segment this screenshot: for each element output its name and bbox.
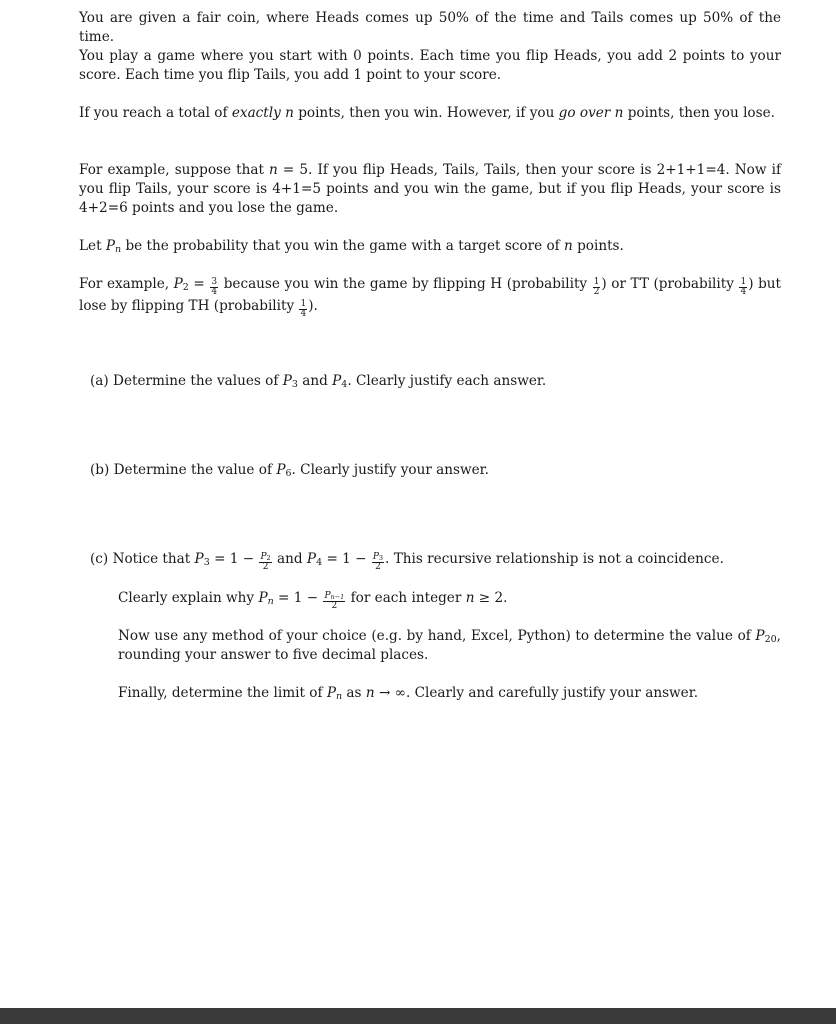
frac-num: 1 [300, 299, 307, 309]
part-c-sub-20: 20 [764, 634, 777, 645]
part-a-text-3: . Clearly justify each answer. [347, 373, 547, 389]
part-c-limit-text-3: → ∞. Clearly and carefully justify your answer. [378, 685, 699, 701]
win-text-1: If you reach a total of [79, 105, 228, 121]
fraction-quarter [739, 278, 747, 297]
part-c-notice-text-3: . This recursive relationship is not a coincidence. [385, 551, 724, 567]
fraction-P2-over-2 [259, 553, 271, 572]
example-text-2: = 5. If you flip Heads, Tails, Tails, then your score is 2+1+1=4. Now if you flip Tails, your score is 4+1=5 points and you win the game, but if you flip Heads, your score is 4+2=6 points and you lose the game. [79, 162, 781, 216]
frac-sub: 2 [266, 554, 271, 562]
part-c-P4: P [306, 551, 317, 567]
part-c-compute-text-2: , rounding your answer to five decimal places. [118, 628, 781, 663]
example2-paragraph [79, 275, 781, 319]
frac-P: P [260, 552, 267, 562]
fraction-half [593, 278, 601, 297]
definition-P: P [105, 238, 116, 254]
part-c-label: (c) [90, 551, 109, 567]
part-b-text-1: Determine the value of [113, 462, 272, 478]
win-go-over: go over [558, 105, 611, 121]
win-n-2: n [614, 105, 624, 121]
part-a-text-2: and [302, 373, 328, 389]
example-paragraph [79, 161, 781, 218]
frac-sub: 3 [378, 554, 384, 562]
frac-P: P [372, 552, 379, 562]
part-a-label: (a) [90, 373, 109, 389]
frac-P: P [324, 591, 331, 601]
intro-game-text: You play a game where you start with 0 points. Each time you flip Heads, you add 2 points to your score. Each time you flip Tails, you add 1 point to your score. [79, 48, 781, 83]
part-c-explain-text-1: Clearly explain why [118, 590, 255, 606]
fraction-P3-over-2 [372, 553, 384, 572]
part-c-explain-text-3: ≥ 2. [478, 590, 508, 606]
win-n-1: n [285, 105, 294, 121]
frac-den: 2 [331, 601, 338, 611]
part-c-limit-text-1: Finally, determine the limit of [118, 685, 323, 701]
example2-sub: 2 [182, 282, 189, 293]
part-c-sub-n: n [267, 596, 274, 607]
fraction-three-quarters [210, 278, 218, 297]
part-c-limit [118, 684, 698, 703]
part-a-text-1: Determine the values of [113, 373, 279, 389]
definition-n: n [564, 238, 573, 254]
part-c-limit-text-2: as [346, 685, 362, 701]
part-c-limit-Pn: P [326, 685, 336, 701]
part-b-sub-6: 6 [285, 468, 292, 479]
example2-eq: = [193, 276, 205, 292]
win-rule-paragraph [79, 104, 781, 123]
fraction-quarter-2 [299, 300, 307, 319]
part-c-P20: P [755, 628, 765, 644]
fraction-Pn-1-over-2 [323, 592, 345, 611]
part-c-eq-1: = 1 − [214, 551, 255, 567]
part-c-notice [90, 550, 724, 572]
example2-text-5: ). [308, 298, 318, 314]
definition-sub-n: n [115, 244, 122, 255]
frac-num: 1 [593, 277, 600, 287]
win-text-2: points, then you win. However, if you [298, 105, 555, 121]
part-c-compute-text-1: Now use any method of your choice (e.g. by hand, Excel, Python) to determine the value of [118, 628, 751, 644]
intro-coin-text: You are given a fair coin, where Heads comes up 50% of the time and Tails comes up 50% of the time. [79, 10, 781, 45]
frac-den: 2 [375, 562, 381, 572]
part-c-limit-n: n [365, 685, 375, 701]
example-text-1: For example, suppose that [79, 162, 264, 178]
frac-den: 4 [211, 287, 218, 297]
part-c-Pn: P [258, 590, 268, 606]
frac-num: 3 [211, 277, 218, 287]
part-a-sub-3: 3 [291, 379, 298, 390]
intro-coin-paragraph [79, 9, 781, 47]
part-a-sub-4: 4 [341, 379, 348, 390]
bottom-bar [0, 1008, 836, 1024]
example2-text-1: For example, [79, 276, 170, 292]
part-c-eq-2: = 1 − [326, 551, 367, 567]
example2-P: P [173, 276, 183, 292]
part-b-text-2: . Clearly justify your answer. [291, 462, 489, 478]
part-c-sub-3: 3 [203, 557, 210, 568]
part-a-P3: P [282, 373, 292, 389]
part-c-explain-text-2: for each integer [350, 590, 462, 606]
frac-den: 2 [262, 562, 269, 572]
part-a-question [90, 372, 546, 391]
frac-sub: n−1 [330, 593, 345, 601]
part-c-limit-sub-n: n [335, 691, 343, 702]
definition-text-2: be the probability that you win the game with a target score of [125, 238, 560, 254]
frac-den: 4 [300, 309, 307, 319]
example2-text-4: ) but lose by flipping TH (probability [79, 276, 781, 314]
definition-text-1: Let [79, 238, 102, 254]
part-c-sub-4: 4 [316, 557, 323, 568]
part-c-explain-eq: = 1 − [278, 590, 319, 606]
part-b-question [90, 461, 489, 480]
example2-text-2: because you win the game by flipping H (probability [223, 276, 588, 292]
frac-den: 4 [740, 287, 747, 297]
definition-text-3: points. [577, 238, 624, 254]
part-a-P4: P [332, 373, 342, 389]
part-c-notice-text-1: Notice that [112, 551, 191, 567]
win-exactly: exactly [231, 105, 281, 121]
part-c-explain [118, 589, 507, 611]
definition-paragraph [79, 237, 781, 256]
frac-num: 1 [740, 277, 747, 287]
example-n: n [269, 162, 278, 178]
part-c-compute [118, 627, 781, 665]
example2-text-3: ) or TT (probability [601, 276, 734, 292]
intro-game-paragraph [79, 47, 781, 85]
frac-den: 2 [593, 287, 600, 297]
part-b-label: (b) [90, 462, 110, 478]
part-b-P6: P [276, 462, 286, 478]
win-text-3: points, then you lose. [627, 105, 775, 121]
part-c-explain-n: n [465, 590, 475, 606]
part-c-notice-text-2: and [277, 551, 303, 567]
part-c-P3: P [194, 551, 204, 567]
